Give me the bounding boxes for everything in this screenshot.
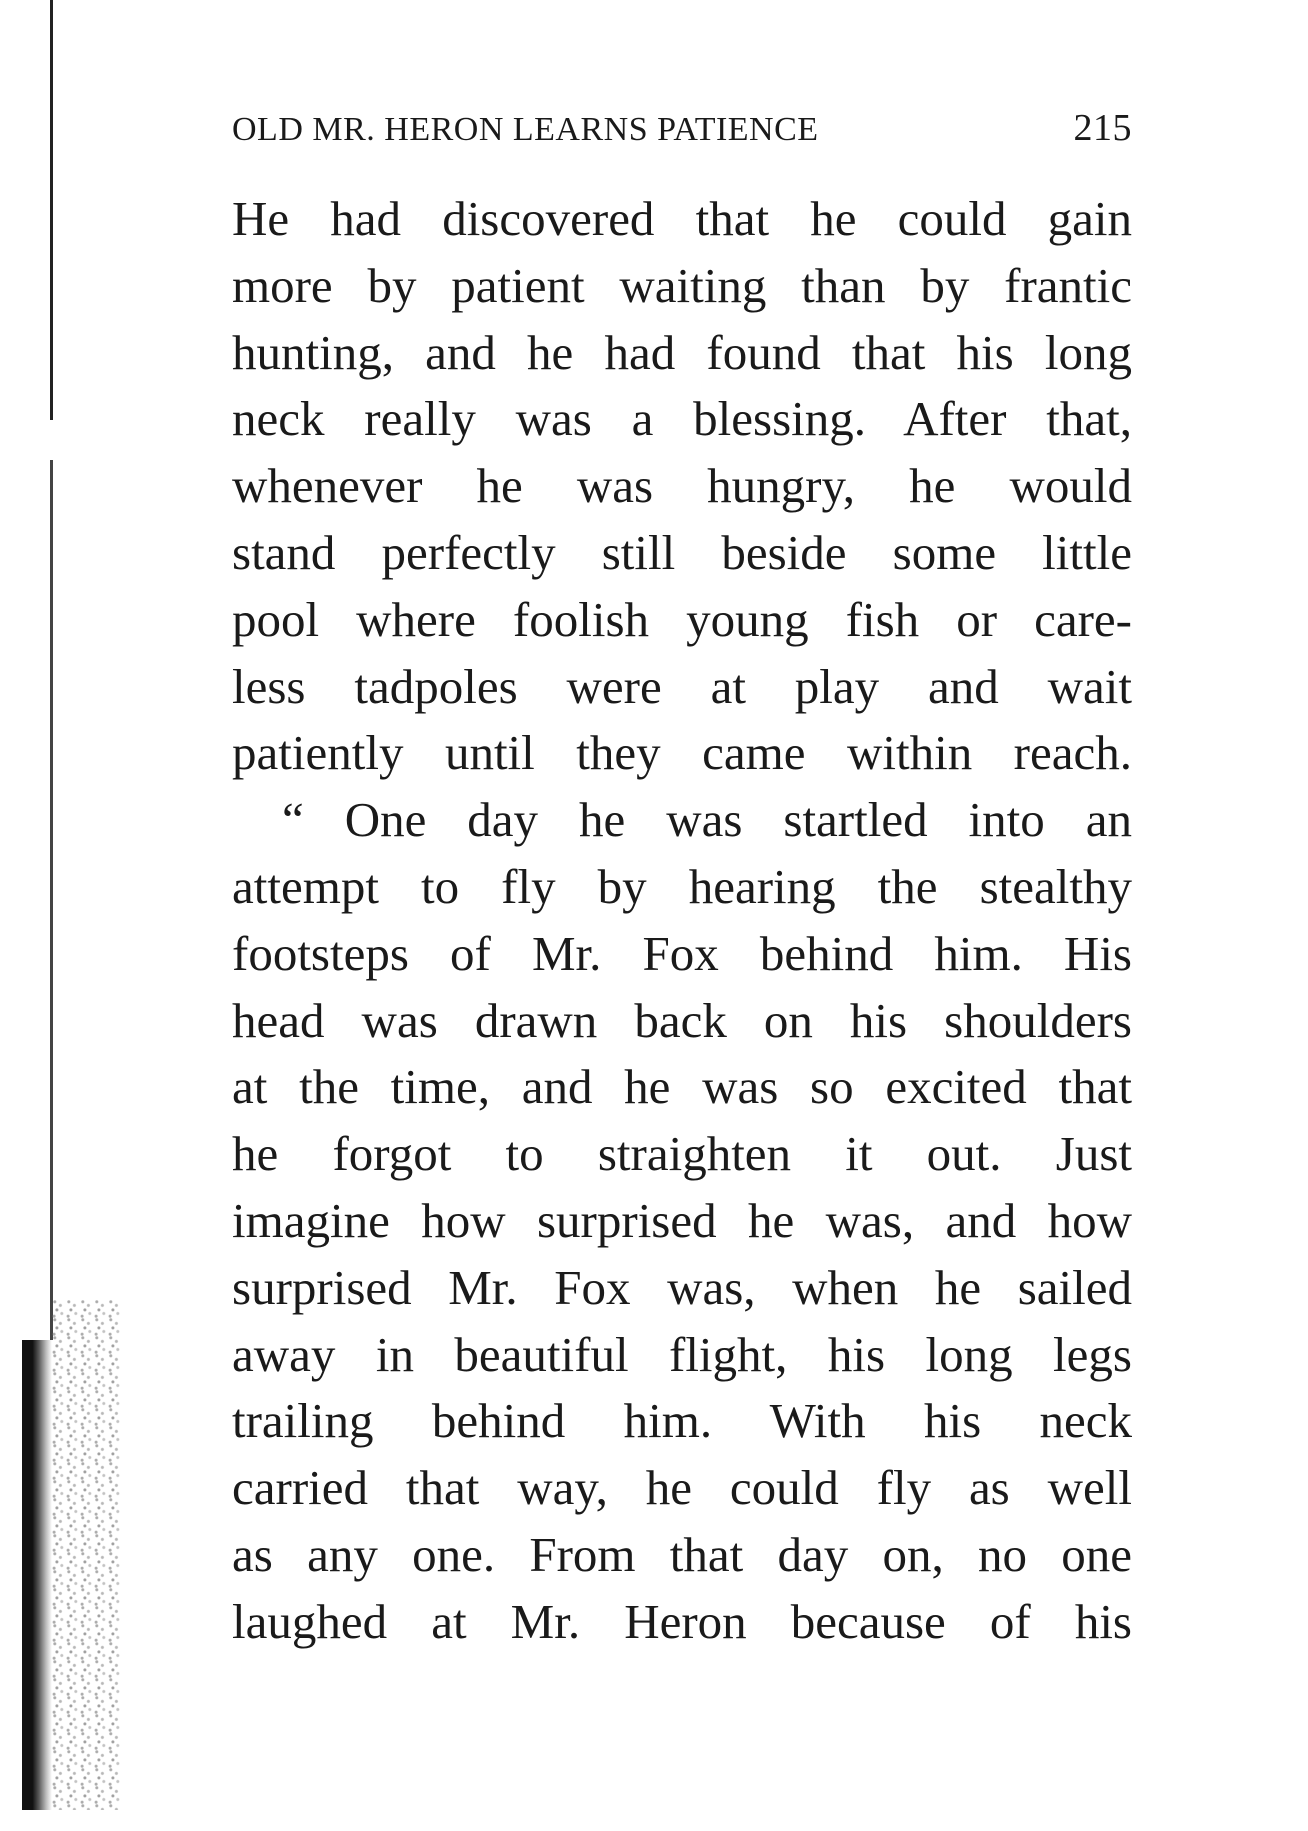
text-line: stand perfectly still beside some little	[232, 524, 1132, 580]
text-block	[232, 100, 1132, 1656]
scan-speckle	[52, 1300, 122, 1810]
body-text	[232, 186, 1132, 1656]
text-line: trailing behind him. With his neck	[232, 1393, 1132, 1449]
text-line: less tadpoles were at play and wait	[232, 658, 1132, 714]
text-line: patiently until they came within reach.	[232, 725, 1132, 781]
text-line: head was drawn back on his shoulders	[232, 992, 1132, 1048]
text-line: He had discovered that he could gain	[232, 191, 1132, 246]
text-line: surprised Mr. Fox was, when he sailed	[232, 1259, 1132, 1315]
text-line: pool where foolish young fish or care-	[232, 591, 1132, 647]
binding-shadow	[22, 1340, 52, 1810]
text-line: whenever he was hungry, he would	[232, 458, 1132, 514]
text-line: at the time, and he was so excited that	[232, 1059, 1132, 1115]
text-line: he forgot to straighten it out. Just	[232, 1126, 1132, 1182]
text-line: attempt to fly by hearing the stealthy	[232, 858, 1132, 914]
text-line: as any one. From that day on, no one	[232, 1526, 1132, 1582]
text-line: away in beautiful flight, his long legs	[232, 1326, 1132, 1382]
running-head-title: OLD MR. HERON LEARNS PATIENCE	[232, 111, 819, 148]
text-line: footsteps of Mr. Fox behind him. His	[232, 925, 1132, 981]
text-line: more by patient waiting than by frantic	[232, 257, 1132, 313]
text-line: hunting, and he had found that his long	[232, 324, 1132, 380]
binding-edge-line-lower	[50, 460, 53, 1340]
binding-edge-line	[50, 0, 53, 420]
text-line: carried that way, he could fly as well	[232, 1460, 1132, 1516]
text-line: neck really was a blessing. After that,	[232, 391, 1132, 447]
text-line: laughed at Mr. Heron because of his	[232, 1593, 1132, 1649]
running-head	[232, 100, 1132, 156]
text-line: “ One day he was startled into an	[282, 792, 1132, 848]
text-line: imagine how surprised he was, and how	[232, 1192, 1132, 1248]
page-number: 215	[1073, 107, 1132, 149]
